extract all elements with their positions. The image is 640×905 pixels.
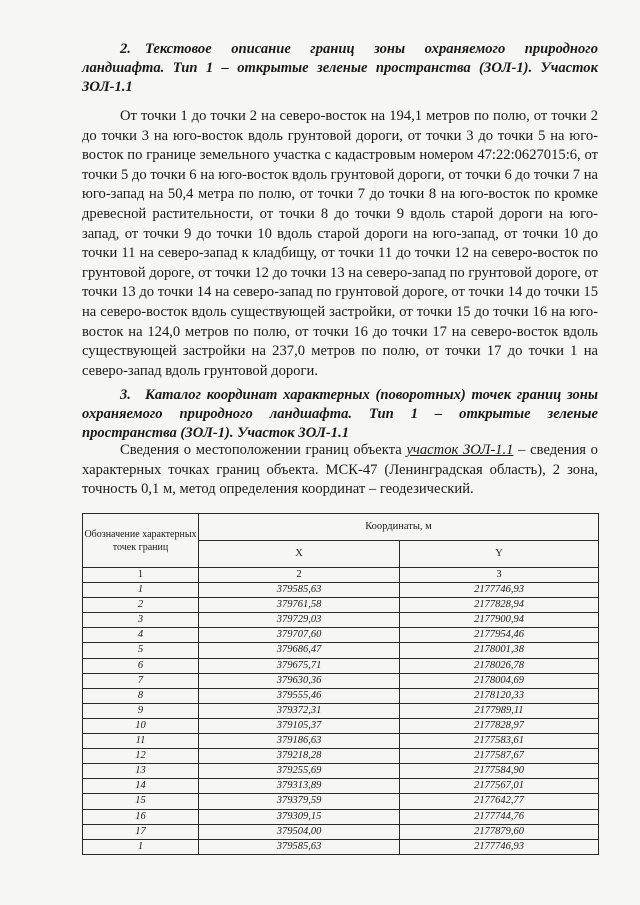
- table-row: [83, 703, 599, 718]
- header-y: Y: [400, 541, 599, 568]
- y-coordinate-cell: 2178004,69: [400, 673, 599, 688]
- point-number-cell: 2: [83, 598, 199, 613]
- x-coordinate-cell: 379630,36: [199, 673, 400, 688]
- x-coordinate-cell: 379761,58: [199, 598, 400, 613]
- x-coordinate-cell: 379186,63: [199, 734, 400, 749]
- table-row: [83, 643, 599, 658]
- y-coordinate-cell: 2178026,78: [400, 658, 599, 673]
- point-number-cell: 17: [83, 824, 199, 839]
- section-2-title: Текстовое описание границ зоны охраняемого природного ландшафта. Тип 1 – открытые зеленые пространства (ЗОЛ-1). Участок ЗОЛ-1.1: [82, 41, 598, 95]
- coordinates-table: [82, 513, 599, 855]
- x-coordinate-cell: 379729,03: [199, 613, 400, 628]
- y-coordinate-cell: 2177744,76: [400, 809, 599, 824]
- table-row: [83, 718, 599, 733]
- y-coordinate-cell: 2177567,01: [400, 779, 599, 794]
- point-number-cell: 8: [83, 688, 199, 703]
- x-coordinate-cell: 379675,71: [199, 658, 400, 673]
- y-coordinate-cell: 2178001,38: [400, 643, 599, 658]
- section-2-heading: [82, 40, 598, 97]
- column-number-row: [83, 568, 599, 583]
- y-coordinate-cell: 2177584,90: [400, 764, 599, 779]
- point-number-cell: 1: [83, 839, 199, 854]
- x-coordinate-cell: 379255,69: [199, 764, 400, 779]
- section-3-intro: [82, 441, 598, 500]
- section-2-number: 2.: [120, 41, 131, 57]
- y-coordinate-cell: 2177989,11: [400, 703, 599, 718]
- y-coordinate-cell: 2178120,33: [400, 688, 599, 703]
- column-number: 3: [400, 568, 599, 583]
- x-coordinate-cell: 379555,46: [199, 688, 400, 703]
- point-number-cell: 5: [83, 643, 199, 658]
- section-3-number: 3.: [120, 387, 131, 403]
- intro-object-name: участок ЗОЛ-1.1: [406, 442, 514, 458]
- point-number-cell: 6: [83, 658, 199, 673]
- y-coordinate-cell: 2177900,94: [400, 613, 599, 628]
- y-coordinate-cell: 2177746,93: [400, 839, 599, 854]
- point-number-cell: 13: [83, 764, 199, 779]
- x-coordinate-cell: 379218,28: [199, 749, 400, 764]
- x-coordinate-cell: 379585,63: [199, 583, 400, 598]
- y-coordinate-cell: 2177587,67: [400, 749, 599, 764]
- table-row: [83, 658, 599, 673]
- x-coordinate-cell: 379309,15: [199, 809, 400, 824]
- section-3-heading: [82, 386, 598, 443]
- table-row: [83, 688, 599, 703]
- table-row: [83, 613, 599, 628]
- table-row: [83, 764, 599, 779]
- y-coordinate-cell: 2177828,94: [400, 598, 599, 613]
- x-coordinate-cell: 379379,59: [199, 794, 400, 809]
- column-number: 2: [199, 568, 400, 583]
- y-coordinate-cell: 2177746,93: [400, 583, 599, 598]
- table-row: [83, 749, 599, 764]
- y-coordinate-cell: 2177879,60: [400, 824, 599, 839]
- column-number: 1: [83, 568, 199, 583]
- point-number-cell: 11: [83, 734, 199, 749]
- y-coordinate-cell: 2177583,61: [400, 734, 599, 749]
- table-row: [83, 628, 599, 643]
- point-number-cell: 4: [83, 628, 199, 643]
- point-number-cell: 1: [83, 583, 199, 598]
- x-coordinate-cell: 379707,60: [199, 628, 400, 643]
- table-row: [83, 583, 599, 598]
- point-number-cell: 15: [83, 794, 199, 809]
- table-row: [83, 839, 599, 854]
- x-coordinate-cell: 379313,89: [199, 779, 400, 794]
- x-coordinate-cell: 379504,00: [199, 824, 400, 839]
- table-row: [83, 673, 599, 688]
- table-row: [83, 598, 599, 613]
- point-number-cell: 9: [83, 703, 199, 718]
- header-coordinates: Координаты, м: [199, 514, 599, 541]
- point-number-cell: 12: [83, 749, 199, 764]
- point-number-cell: 3: [83, 613, 199, 628]
- point-number-cell: 14: [83, 779, 199, 794]
- point-number-cell: 10: [83, 718, 199, 733]
- y-coordinate-cell: 2177828,97: [400, 718, 599, 733]
- table-row: [83, 794, 599, 809]
- point-number-cell: 7: [83, 673, 199, 688]
- table-row: [83, 779, 599, 794]
- table-row: [83, 824, 599, 839]
- x-coordinate-cell: 379585,63: [199, 839, 400, 854]
- section-2-body: От точки 1 до точки 2 на северо-восток на 194,1 метров по полю, от точки 2 до точки 3 на юго-восток вдоль грунтовой дороги, от точки 3 до точки 5 на юго-восток по границе земельного участка с кадастровым номером 47:22:0627015:6, от точки 5 до точки 6 на юго-восток вдоль грунтовой дороги, от точки 6 до точки 7 на юго-запад на 50,4 метра по полю, от точки 7 до точки 8 на юго-восток по кромке древесной растительности, от точки 8 до точки 9 вдоль старой дороги на юго-запад, от точки 9 до точки 10 вдоль старой дороги на юго-запад, от точки 10 до точки 11 на северо-запад к кладбищу, от точки 11 до точки 12 на северо-восток по грунтовой дороге, от точки 12 до точки 13 на северо-запад по грунтовой дороге, от точки 13 до точки 14 на северо-запад по грунтовой дороге, от точки 14 до точки 15 на северо-восток вдоль существующей застройки, от точки 15 до точки 16 на юго-восток на 124,0 метров по полю, от точки 16 до точки 17 на северо-восток вдоль существующей застройки на 237,0 метров по полю, от точки 17 до точки 1 на северо-запад вдоль грунтовой дороги.: [82, 108, 598, 379]
- x-coordinate-cell: 379105,37: [199, 718, 400, 733]
- table-row: [83, 734, 599, 749]
- x-coordinate-cell: 379686,47: [199, 643, 400, 658]
- header-point-designation: Обозначение характерных точек границ: [83, 514, 199, 568]
- point-number-cell: 16: [83, 809, 199, 824]
- section-3-title: Каталог координат характерных (поворотных) точек границ зоны охраняемого природного ландшафта. Тип 1 – открытые зеленые пространства (ЗОЛ-1). Участок ЗОЛ-1.1: [82, 387, 598, 441]
- y-coordinate-cell: 2177642,77: [400, 794, 599, 809]
- intro-text-after: – сведения о характерных точках границ объекта. МСК-47 (Ленинградская область), 2 зона, точность 0,1 м, метод определения координат – геодезический.: [82, 442, 598, 498]
- table-row: [83, 809, 599, 824]
- intro-text-before: Сведения о местоположении границ объекта: [120, 442, 407, 458]
- x-coordinate-cell: 379372,31: [199, 703, 400, 718]
- header-x: X: [199, 541, 400, 568]
- y-coordinate-cell: 2177954,46: [400, 628, 599, 643]
